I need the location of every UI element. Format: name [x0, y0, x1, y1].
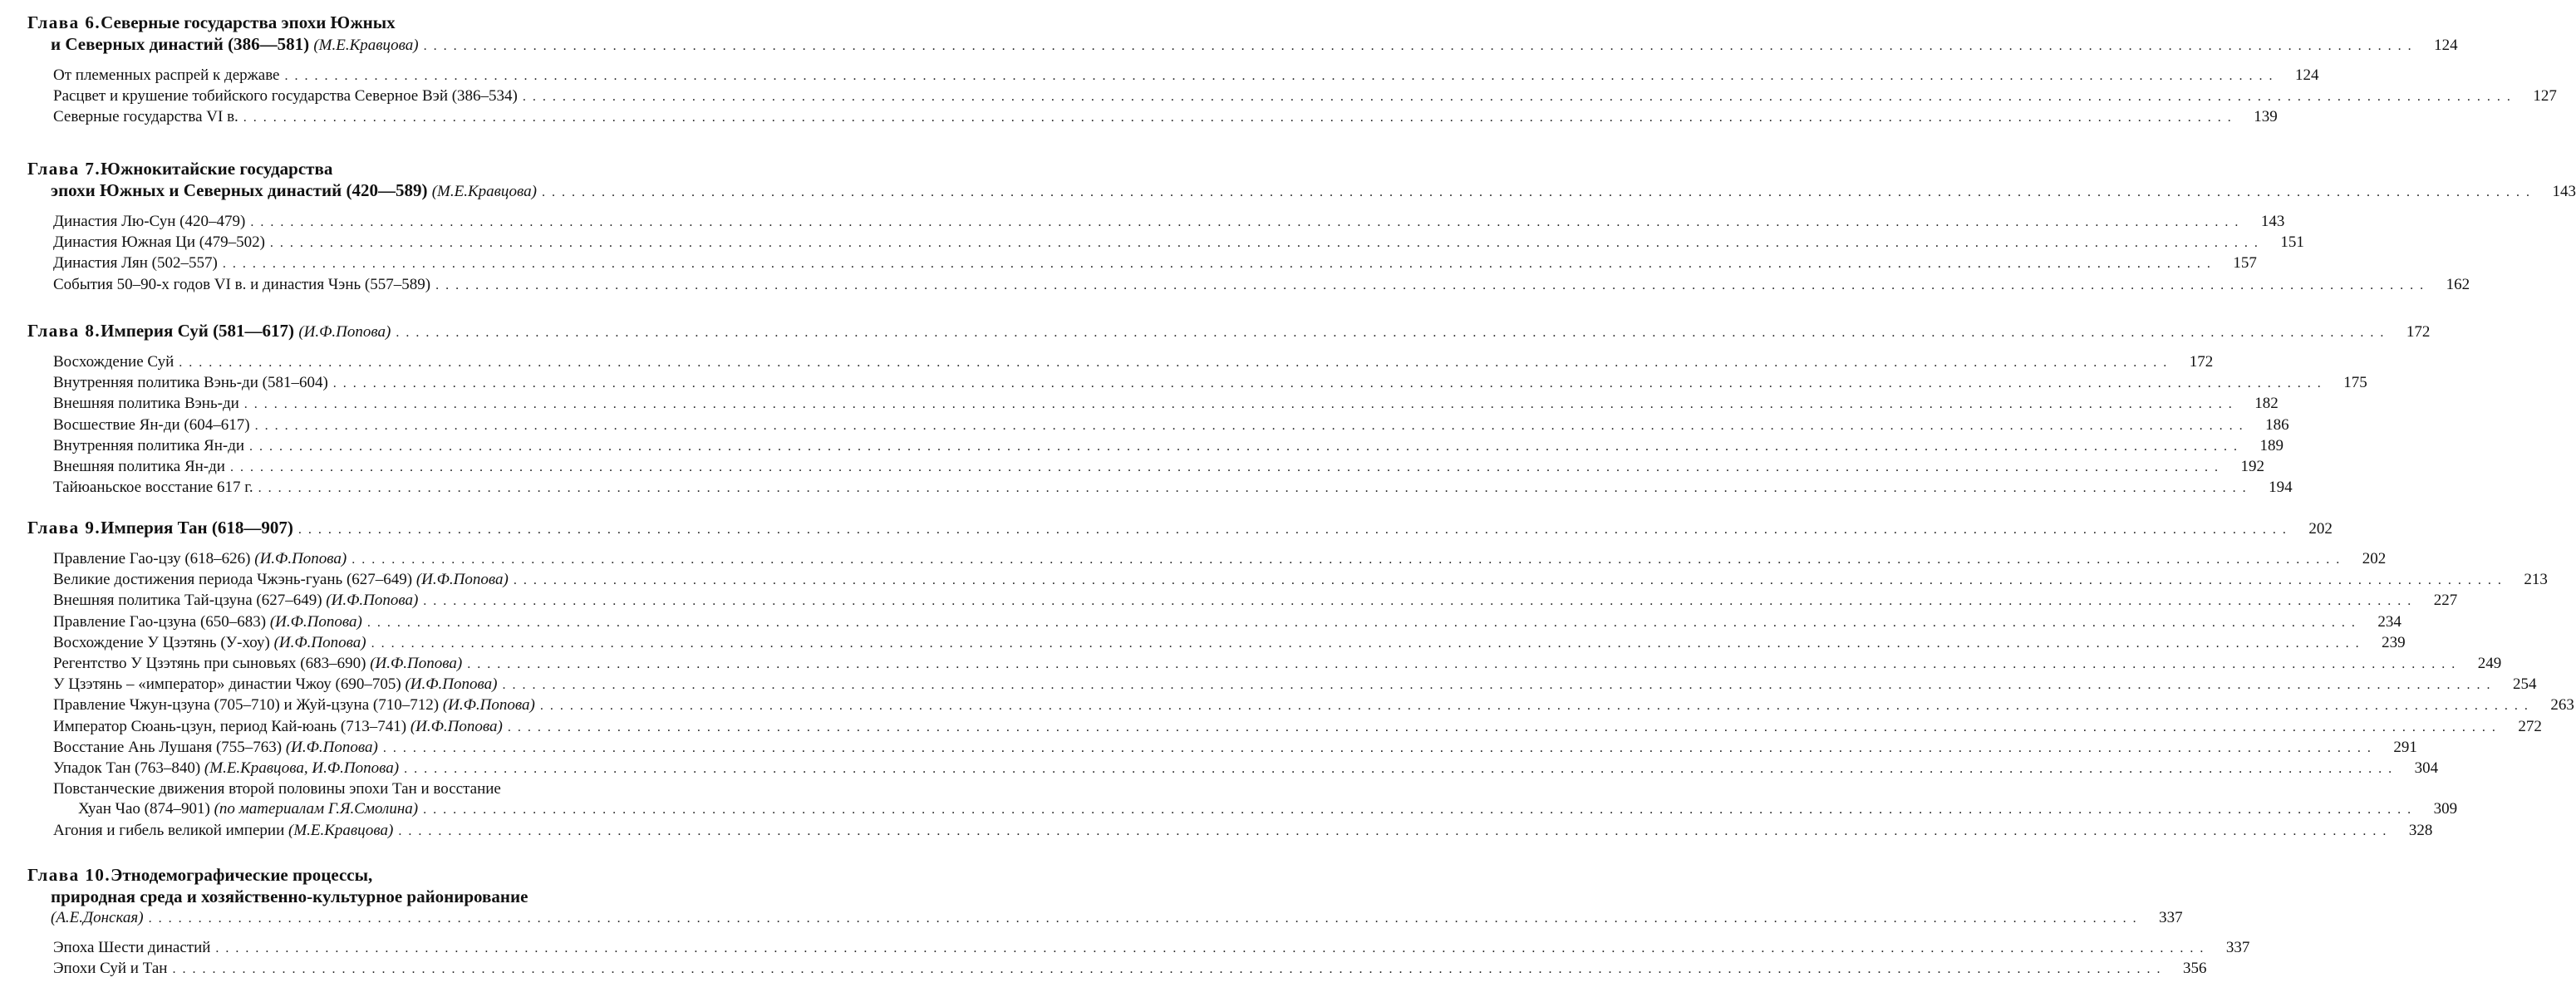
- toc-entry[interactable]: [53, 352, 2214, 373]
- chapter-title-line: [27, 320, 2431, 344]
- chapter-author-line: [27, 907, 2183, 930]
- toc-entry[interactable]: [53, 457, 2264, 478]
- entry-title: Северные государства VI в.: [53, 108, 238, 126]
- dot-leader: . . . . . . . . . . . . . . . . . . . . . . . . . . . . . . . . . . . . . . . . . . . . . . . . . . . . . . . . . . . . . . . . . . . . . . . . . . . . . . . . . . . . . . . . . . . . . . . . . . . . . . . . . . . . . . . . . . . . . . . . . . . . . . . . . . . . . . . . . . . . . . . . . . . . . . . . . . . . . . . . . . . . . . . . . . . . . . . . . . . . . . . . . . . . . . . . . . . . . . . .: [382, 740, 2372, 755]
- toc-entry[interactable]: [53, 591, 2458, 611]
- chapter-number: Глава 9.: [27, 518, 101, 538]
- entry-title: Восшествие Ян-ди (604–617): [53, 415, 250, 434]
- entry-title-continuation: Хуан Чао (874–901): [78, 800, 210, 818]
- section-list: [27, 212, 2470, 296]
- chapter-page-number: 172: [2406, 323, 2431, 341]
- entry-title: Восхождение У Цзэтянь (У-хоу): [53, 633, 270, 651]
- entry-author: (И.Ф.Попова): [326, 592, 419, 610]
- dot-leader: . . . . . . . . . . . . . . . . . . . . . . . . . . . . . . . . . . . . . . . . . . . . . . . . . . . . . . . . . . . . . . . . . . . . . . . . . . . . . . . . . . . . . . . . . . . . . . . . . . . . . . . . . . . . . . . . . . . . . . . . . . . . . . . . . . . . . . . . . . . . . . . . . . . . . . . . . . . . . . . . . . . . . . . . . . . . . . . . . . . . . . . . . . . . . . . . . . . . . . . .: [467, 657, 2457, 672]
- chapter-title-line: [27, 517, 2333, 541]
- dot-leader: . . . . . . . . . . . . . . . . . . . . . . . . . . . . . . . . . . . . . . . . . . . . . . . . . . . . . . . . . . . . . . . . . . . . . . . . . . . . . . . . . . . . . . . . . . . . . . . . . . . . . . . . . . . . . . . . . . . . . . . . . . . . . . . . . . . . . . . . . . . . . . . . . . . . . . . . . . . . . . . . . . . . . . . . . . . . . . . . . . . . . . . . . . . . . . . . . . . . . . . .: [371, 636, 2361, 651]
- entry-title: Упадок Тан (763–840): [53, 759, 201, 778]
- entry-page-number: 186: [2265, 415, 2289, 434]
- toc-entry[interactable]: [53, 959, 2207, 980]
- chapter-number: Глава 8.: [27, 321, 101, 341]
- entry-page-number: 172: [2189, 353, 2214, 371]
- toc-entry[interactable]: [53, 107, 2278, 128]
- entry-page-number: 151: [2280, 233, 2304, 252]
- toc-entry[interactable]: [53, 436, 2284, 457]
- dot-leader: . . . . . . . . . . . . . . . . . . . . . . . . . . . . . . . . . . . . . . . . . . . . . . . . . . . . . . . . . . . . . . . . . . . . . . . . . . . . . . . . . . . . . . . . . . . . . . . . . . . . . . . . . . . . . . . . . . . . . . . . . . . . . . . . . . . . . . . . . . . . . . . . . . . . . . . . . . . . . . . . . . . . . . . . . . . . . . . . . . . . . . . . . . . . . . . . . . . . . . . .: [522, 90, 2512, 105]
- entry-page-number: 127: [2533, 87, 2557, 106]
- toc-entry[interactable]: [53, 275, 2470, 296]
- entry-page-number: 213: [2524, 571, 2548, 589]
- entry-page-number: 291: [2393, 738, 2417, 756]
- dot-leader: . . . . . . . . . . . . . . . . . . . . . . . . . . . . . . . . . . . . . . . . . . . . . . . . . . . . . . . . . . . . . . . . . . . . . . . . . . . . . . . . . . . . . . . . . . . . . . . . . . . . . . . . . . . . . . . . . . . . . . . . . . . . . . . . . . . . . . . . . . . . . . . . . . . . . . . . . . . . . . . . . . . . . . . . . . . . . . . . . . . . . . . . . . . . . . . . . . . . . . . .: [366, 615, 2357, 630]
- entry-author: (И.Ф.Попова): [254, 550, 347, 567]
- entry-page-number: 194: [2269, 479, 2293, 497]
- dot-leader: . . . . . . . . . . . . . . . . . . . . . . . . . . . . . . . . . . . . . . . . . . . . . . . . . . . . . . . . . . . . . . . . . . . . . . . . . . . . . . . . . . . . . . . . . . . . . . . . . . . . . . . . . . . . . . . . . . . . . . . . . . . . . . . . . . . . . . . . . . . . . . . . . . . . . . . . . . . . . . . . . . . . . . . . . . . . . . . . . . . . . . . . . . . . . . . . . . . . . . . .: [222, 257, 2212, 272]
- entry-page-number: 263: [2550, 696, 2574, 715]
- dot-leader: . . . . . . . . . . . . . . . . . . . . . . . . . . . . . . . . . . . . . . . . . . . . . . . . . . . . . . . . . . . . . . . . . . . . . . . . . . . . . . . . . . . . . . . . . . . . . . . . . . . . . . . . . . . . . . . . . . . . . . . . . . . . . . . . . . . . . . . . . . . . . . . . . . . . . . . . . . . . . . . . . . . . . . . . . . . . . . . . . . . . . . . . . . . . . . . . . . . . . . . .: [284, 69, 2274, 83]
- entry-author: (И.Ф.Попова): [410, 717, 503, 735]
- entry-title: Правление Гао-цзу (618–626): [53, 550, 251, 567]
- dot-leader: . . . . . . . . . . . . . . . . . . . . . . . . . . . . . . . . . . . . . . . . . . . . . . . . . . . . . . . . . . . . . . . . . . . . . . . . . . . . . . . . . . . . . . . . . . . . . . . . . . . . . . . . . . . . . . . . . . . . . . . . . . . . . . . . . . . . . . . . . . . . . . . . . . . . . . . . . . . . . . . . . . . . . . . . . . . . . . . . . . . . . . . . . . . . . . . . . . . . . . . .: [229, 460, 2220, 475]
- toc-entry[interactable]: [53, 612, 2401, 633]
- entry-page-number: 175: [2343, 374, 2367, 392]
- entry-title: Восстание Ань Лушаня (755–763): [53, 738, 283, 756]
- entry-author: (И.Ф.Попова): [273, 633, 366, 651]
- dot-leader: . . . . . . . . . . . . . . . . . . . . . . . . . . . . . . . . . . . . . . . . . . . . . . . . . . . . . . . . . . . . . . . . . . . . . . . . . . . . . . . . . . . . . . . . . . . . . . . . . . . . . . . . . . . . . . . . . . . . . . . . . . . . . . . . . . . . . . . . . . . . . . . . . . . . . . . . . . . . . . . . . . . . . . . . . . . . . . . . . . . . . . . . . . . . . . . . . . . . . . . .: [258, 481, 2248, 496]
- entry-title: Династия Лян (502–557): [53, 254, 218, 273]
- toc-entry[interactable]: [53, 212, 2285, 233]
- chapter-author: (М.Е.Кравцова): [431, 183, 538, 200]
- chapter-title: и Северных династий (386—581): [51, 34, 310, 54]
- entry-page-number: 328: [2408, 821, 2433, 839]
- chapter-title-line: [27, 179, 2576, 204]
- dot-leader: . . . . . . . . . . . . . . . . . . . . . . . . . . . . . . . . . . . . . . . . . . . . . . . . . . . . . . . . . . . . . . . . . . . . . . . . . . . . . . . . . . . . . . . . . . . . . . . . . . . . . . . . . . . . . . . . . . . . . . . . . . . . . . . . . . . . . . . . . . . . . . . . . . . . . . . . . . . . . . . . . . . . . . . . . . . . . . . . . . . . . . . . . . . . . . . . . . . . . . . .: [172, 962, 2162, 977]
- dot-leader: . . . . . . . . . . . . . . . . . . . . . . . . . . . . . . . . . . . . . . . . . . . . . . . . . . . . . . . . . . . . . . . . . . . . . . . . . . . . . . . . . . . . . . . . . . . . . . . . . . . . . . . . . . . . . . . . . . . . . . . . . . . . . . . . . . . . . . . . . . . . . . . . . . . . . . . . . . . . . . . . . . . . . . . . . . . . . . . . . . . . . . . . . . . . . . . . . . . . . . . .: [507, 720, 2497, 734]
- toc-entry[interactable]: [53, 66, 2319, 86]
- entry-title: Внутренняя политика Вэнь-ди (581–604): [53, 374, 328, 392]
- chapter-heading[interactable]: [27, 517, 2333, 541]
- entry-page-number: 182: [2254, 395, 2279, 413]
- entry-title: Восхождение Суй: [53, 353, 175, 371]
- entry-title: Эпоха Шести династий: [53, 939, 211, 956]
- toc-entry[interactable]: [53, 478, 2293, 498]
- toc-entry[interactable]: [53, 938, 2250, 959]
- entry-title: Эпохи Суй и Тан: [53, 960, 168, 978]
- entry-page-number: 227: [2433, 592, 2458, 610]
- entry-page-number: 157: [2233, 254, 2257, 273]
- entry-title: Внешняя политика Ян-ди: [53, 458, 225, 476]
- section-list: [27, 938, 2250, 980]
- dot-leader: . . . . . . . . . . . . . . . . . . . . . . . . . . . . . . . . . . . . . . . . . . . . . . . . . . . . . . . . . . . . . . . . . . . . . . . . . . . . . . . . . . . . . . . . . . . . . . . . . . . . . . . . . . . . . . . . . . . . . . . . . . . . . . . . . . . . . . . . . . . . . . . . . . . . . . . . . . . . . . . . . . . . . . . . . . . . . . . . . . . . . . . . . . . . . . . . . . . . . . . .: [243, 397, 2234, 412]
- entry-title: Великие достижения периода Чжэнь-гуань (627–649): [53, 571, 413, 589]
- dot-leader: . . . . . . . . . . . . . . . . . . . . . . . . . . . . . . . . . . . . . . . . . . . . . . . . . . . . . . . . . . . . . . . . . . . . . . . . . . . . . . . . . . . . . . . . . . . . . . . . . . . . . . . . . . . . . . . . . . . . . . . . . . . . . . . . . . . . . . . . . . . . . . . . . . . . . . . . . . . . . . . . . . . . . . . . . . . . . . . . . . . . . . . . . . . . . . . . . . . . . . . .: [269, 236, 2259, 251]
- toc-entry[interactable]: [53, 86, 2557, 107]
- entry-page-number: 249: [2477, 655, 2502, 673]
- toc-entry[interactable]: [53, 570, 2548, 591]
- entry-title: Внешняя политика Вэнь-ди: [53, 395, 239, 413]
- entry-author: (И.Ф.Попова): [269, 612, 362, 631]
- chapter-author: (М.Е.Кравцова): [313, 37, 419, 54]
- entry-title: Внутренняя политика Ян-ди: [53, 436, 245, 454]
- dot-leader: . . . . . . . . . . . . . . . . . . . . . . . . . . . . . . . . . . . . . . . . . . . . . . . . . . . . . . . . . . . . . . . . . . . . . . . . . . . . . . . . . . . . . . . . . . . . . . . . . . . . . . . . . . . . . . . . . . . . . . . . . . . . . . . . . . . . . . . . . . . . . . . . . . . . . . . . . . . . . . . . . . . . . . . . . . . . . . . . . . . . . . . . . . . . . . . . . . . . . . . .: [398, 823, 2388, 838]
- toc-entry[interactable]: [53, 373, 2367, 394]
- entry-title: Расцвет и крушение тобийского государства Северное Вэй (386–534): [53, 87, 518, 106]
- entry-page-number: 272: [2518, 717, 2542, 735]
- entry-author: (М.Е.Кравцова, И.Ф.Попова): [204, 759, 400, 778]
- chapter-page-number: 124: [2434, 37, 2458, 54]
- toc-entry[interactable]: [53, 233, 2304, 253]
- chapter-title: Южнокитайские государства: [101, 159, 333, 179]
- entry-title: События 50–90-х годов VI в. и династия Чэнь (557–589): [53, 275, 431, 293]
- entry-page-number: 192: [2240, 458, 2264, 476]
- chapter-heading[interactable]: [27, 12, 2458, 57]
- chapter-title: эпохи Южных и Северных династий (420—589): [51, 180, 428, 200]
- dot-leader: . . . . . . . . . . . . . . . . . . . . . . . . . . . . . . . . . . . . . . . . . . . . . . . . . . . . . . . . . . . . . . . . . . . . . . . . . . . . . . . . . . . . . . . . . . . . . . . . . . . . . . . . . . . . . . . . . . . . . . . . . . . . . . . . . . . . . . . . . . . . . . . . . . . . . . . . . . . . . . . . . . . . . . . . . . . . . . . . . . . . . . . . . . . . . . . . . . . . . . . .: [148, 911, 2138, 926]
- chapter-section: [0, 517, 2574, 842]
- dot-leader: . . . . . . . . . . . . . . . . . . . . . . . . . . . . . . . . . . . . . . . . . . . . . . . . . . . . . . . . . . . . . . . . . . . . . . . . . . . . . . . . . . . . . . . . . . . . . . . . . . . . . . . . . . . . . . . . . . . . . . . . . . . . . . . . . . . . . . . . . . . . . . . . . . . . . . . . . . . . . . . . . . . . . . . . . . . . . . . . . . . . . . . . . . . . . . . . . . . . . . . .: [243, 111, 2233, 125]
- entry-page-number: 304: [2414, 759, 2439, 778]
- entry-page-number: 239: [2382, 633, 2406, 651]
- dot-leader: . . . . . . . . . . . . . . . . . . . . . . . . . . . . . . . . . . . . . . . . . . . . . . . . . . . . . . . . . . . . . . . . . . . . . . . . . . . . . . . . . . . . . . . . . . . . . . . . . . . . . . . . . . . . . . . . . . . . . . . . . . . . . . . . . . . . . . . . . . . . . . . . . . . . . . . . . . . . . . . . . . . . . . . . . . . . . . . . . . . . . . . . . . . . . . . . . . . . . . . .: [423, 803, 2413, 818]
- chapter-number: Глава 7.: [27, 159, 101, 179]
- dot-leader: . . . . . . . . . . . . . . . . . . . . . . . . . . . . . . . . . . . . . . . . . . . . . . . . . . . . . . . . . . . . . . . . . . . . . . . . . . . . . . . . . . . . . . . . . . . . . . . . . . . . . . . . . . . . . . . . . . . . . . . . . . . . . . . . . . . . . . . . . . . . . . . . . . . . . . . . . . . . . . . . . . . . . . . . . . . . . . . . . . . . . . . . . . . . . . . . . . . . . . . .: [254, 418, 2244, 433]
- dot-leader: . . . . . . . . . . . . . . . . . . . . . . . . . . . . . . . . . . . . . . . . . . . . . . . . . . . . . . . . . . . . . . . . . . . . . . . . . . . . . . . . . . . . . . . . . . . . . . . . . . . . . . . . . . . . . . . . . . . . . . . . . . . . . . . . . . . . . . . . . . . . . . . . . . . . . . . . . . . . . . . . . . . . . . . . . . . . . . . . . . . . . . . . . . . . . . . . . . . . . . . .: [297, 523, 2288, 537]
- toc-entry[interactable]: [53, 675, 2537, 695]
- dot-leader: . . . . . . . . . . . . . . . . . . . . . . . . . . . . . . . . . . . . . . . . . . . . . . . . . . . . . . . . . . . . . . . . . . . . . . . . . . . . . . . . . . . . . . . . . . . . . . . . . . . . . . . . . . . . . . . . . . . . . . . . . . . . . . . . . . . . . . . . . . . . . . . . . . . . . . . . . . . . . . . . . . . . . . . . . . . . . . . . . . . . . . . . . . . . . . . . . . . . . . . .: [542, 185, 2532, 199]
- toc-entry[interactable]: [53, 738, 2417, 759]
- chapter-number: Глава 6.: [27, 12, 101, 32]
- chapter-section: [0, 864, 2250, 980]
- chapter-author: (А.Е.Донская): [51, 909, 144, 926]
- section-list: [27, 549, 2574, 842]
- toc-entry[interactable]: [53, 633, 2406, 654]
- dot-leader: . . . . . . . . . . . . . . . . . . . . . . . . . . . . . . . . . . . . . . . . . . . . . . . . . . . . . . . . . . . . . . . . . . . . . . . . . . . . . . . . . . . . . . . . . . . . . . . . . . . . . . . . . . . . . . . . . . . . . . . . . . . . . . . . . . . . . . . . . . . . . . . . . . . . . . . . . . . . . . . . . . . . . . . . . . . . . . . . . . . . . . . . . . . . . . . . . . . . . . . .: [179, 356, 2169, 370]
- entry-page-number: 254: [2512, 675, 2537, 694]
- toc-entry[interactable]: [53, 415, 2289, 436]
- entry-title: Династия Лю-Сун (420–479): [53, 213, 246, 230]
- toc-entry[interactable]: [53, 253, 2257, 274]
- entry-title: Император Сюань-цзун, период Кай-юань (713–741): [53, 717, 407, 735]
- chapter-section: [0, 12, 2557, 129]
- chapter-number: Глава 10.: [27, 865, 111, 885]
- toc-entry[interactable]: [53, 821, 2433, 842]
- chapter-page-number: 202: [2308, 520, 2333, 538]
- entry-title: Тайюаньское восстание 617 г.: [53, 479, 253, 497]
- chapter-heading[interactable]: [27, 864, 2183, 930]
- entry-title: Регентство У Цзэтянь при сыновьях (683–690): [53, 655, 366, 673]
- entry-author: (И.Ф.Попова): [405, 675, 498, 694]
- entry-title: У Цзэтянь – «император» династии Чжоу (690–705): [53, 675, 401, 694]
- entry-author: (М.Е.Кравцова): [288, 821, 394, 839]
- chapter-title: Империя Суй (581—617): [101, 321, 295, 341]
- dot-leader: . . . . . . . . . . . . . . . . . . . . . . . . . . . . . . . . . . . . . . . . . . . . . . . . . . . . . . . . . . . . . . . . . . . . . . . . . . . . . . . . . . . . . . . . . . . . . . . . . . . . . . . . . . . . . . . . . . . . . . . . . . . . . . . . . . . . . . . . . . . . . . . . . . . . . . . . . . . . . . . . . . . . . . . . . . . . . . . . . . . . . . . . . . . . . . . . . . . . . . . .: [502, 678, 2492, 693]
- entry-page-number: 356: [2182, 960, 2207, 978]
- entry-title: Агония и гибель великой империи: [53, 821, 285, 839]
- chapter-title-line: [27, 864, 716, 886]
- dot-leader: . . . . . . . . . . . . . . . . . . . . . . . . . . . . . . . . . . . . . . . . . . . . . . . . . . . . . . . . . . . . . . . . . . . . . . . . . . . . . . . . . . . . . . . . . . . . . . . . . . . . . . . . . . . . . . . . . . . . . . . . . . . . . . . . . . . . . . . . . . . . . . . . . . . . . . . . . . . . . . . . . . . . . . . . . . . . . . . . . . . . . . . . . . . . . . . . . . . . . . . .: [435, 277, 2426, 292]
- chapter-page-number: 337: [2159, 909, 2183, 926]
- chapter-title-line: [27, 886, 716, 907]
- dot-leader: . . . . . . . . . . . . . . . . . . . . . . . . . . . . . . . . . . . . . . . . . . . . . . . . . . . . . . . . . . . . . . . . . . . . . . . . . . . . . . . . . . . . . . . . . . . . . . . . . . . . . . . . . . . . . . . . . . . . . . . . . . . . . . . . . . . . . . . . . . . . . . . . . . . . . . . . . . . . . . . . . . . . . . . . . . . . . . . . . . . . . . . . . . . . . . . . . . . . . . . .: [539, 699, 2529, 714]
- entry-author: (И.Ф.Попова): [442, 696, 535, 715]
- dot-leader: . . . . . . . . . . . . . . . . . . . . . . . . . . . . . . . . . . . . . . . . . . . . . . . . . . . . . . . . . . . . . . . . . . . . . . . . . . . . . . . . . . . . . . . . . . . . . . . . . . . . . . . . . . . . . . . . . . . . . . . . . . . . . . . . . . . . . . . . . . . . . . . . . . . . . . . . . . . . . . . . . . . . . . . . . . . . . . . . . . . . . . . . . . . . . . . . . . . . . . . .: [215, 941, 2205, 955]
- entry-title: От племенных распрей к державе: [53, 66, 280, 84]
- chapter-title: Северные государства эпохи Южных: [101, 12, 396, 32]
- entry-page-number: 337: [2225, 939, 2250, 956]
- dot-leader: . . . . . . . . . . . . . . . . . . . . . . . . . . . . . . . . . . . . . . . . . . . . . . . . . . . . . . . . . . . . . . . . . . . . . . . . . . . . . . . . . . . . . . . . . . . . . . . . . . . . . . . . . . . . . . . . . . . . . . . . . . . . . . . . . . . . . . . . . . . . . . . . . . . . . . . . . . . . . . . . . . . . . . . . . . . . . . . . . . . . . . . . . . . . . . . . . . . . . . . .: [423, 594, 2413, 609]
- toc-entry[interactable]: [53, 654, 2502, 675]
- dot-leader: . . . . . . . . . . . . . . . . . . . . . . . . . . . . . . . . . . . . . . . . . . . . . . . . . . . . . . . . . . . . . . . . . . . . . . . . . . . . . . . . . . . . . . . . . . . . . . . . . . . . . . . . . . . . . . . . . . . . . . . . . . . . . . . . . . . . . . . . . . . . . . . . . . . . . . . . . . . . . . . . . . . . . . . . . . . . . . . . . . . . . . . . . . . . . . . . . . . . . . . .: [250, 215, 2240, 229]
- toc-entry[interactable]: [53, 759, 2439, 779]
- entry-title: Правление Гао-цзуна (650–683): [53, 612, 267, 631]
- entry-page-number: 124: [2295, 66, 2319, 84]
- chapter-title: природная среда и хозяйственно-культурное районирование: [51, 886, 528, 906]
- entry-title: Династия Южная Ци (479–502): [53, 233, 265, 252]
- entry-page-number: 162: [2446, 275, 2470, 293]
- entry-author: (И.Ф.Попова): [285, 738, 378, 756]
- chapter-title: Империя Тан (618—907): [101, 518, 293, 538]
- entry-author: (И.Ф.Попова): [415, 571, 509, 589]
- entry-page-number: 202: [2362, 550, 2387, 567]
- dot-leader: . . . . . . . . . . . . . . . . . . . . . . . . . . . . . . . . . . . . . . . . . . . . . . . . . . . . . . . . . . . . . . . . . . . . . . . . . . . . . . . . . . . . . . . . . . . . . . . . . . . . . . . . . . . . . . . . . . . . . . . . . . . . . . . . . . . . . . . . . . . . . . . . . . . . . . . . . . . . . . . . . . . . . . . . . . . . . . . . . . . . . . . . . . . . . . . . . . . . . . . .: [423, 39, 2413, 53]
- entry-title: Повстанческие движения второй половины эпохи Тан и восстание: [53, 780, 501, 798]
- entry-page-number: 143: [2260, 213, 2285, 230]
- toc-entry[interactable]: [53, 695, 2574, 716]
- entry-title: Внешняя политика Тай-цзуна (627–649): [53, 592, 322, 610]
- chapter-heading[interactable]: [27, 158, 2576, 204]
- section-list: [27, 66, 2557, 129]
- chapter-title-line: [27, 12, 716, 33]
- entry-author: (по материалам Г.Я.Смолина): [214, 800, 419, 818]
- entry-page-number: 189: [2259, 436, 2284, 454]
- chapter-page-number: 143: [2552, 183, 2576, 200]
- toc-entry[interactable]: [53, 717, 2542, 738]
- entry-title: Правление Чжун-цзуна (705–710) и Жуй-цзуна (710–712): [53, 696, 440, 715]
- chapter-title: Этнодемографические процессы,: [111, 865, 373, 885]
- chapter-title-line: [27, 158, 716, 179]
- toc-entry[interactable]: [53, 549, 2387, 570]
- dot-leader: . . . . . . . . . . . . . . . . . . . . . . . . . . . . . . . . . . . . . . . . . . . . . . . . . . . . . . . . . . . . . . . . . . . . . . . . . . . . . . . . . . . . . . . . . . . . . . . . . . . . . . . . . . . . . . . . . . . . . . . . . . . . . . . . . . . . . . . . . . . . . . . . . . . . . . . . . . . . . . . . . . . . . . . . . . . . . . . . . . . . . . . . . . . . . . . . . . . . . . . .: [513, 573, 2503, 588]
- toc-entry[interactable]: [53, 779, 716, 799]
- entry-page-number: 139: [2254, 108, 2278, 126]
- chapter-author: (И.Ф.Попова): [298, 323, 391, 341]
- dot-leader: . . . . . . . . . . . . . . . . . . . . . . . . . . . . . . . . . . . . . . . . . . . . . . . . . . . . . . . . . . . . . . . . . . . . . . . . . . . . . . . . . . . . . . . . . . . . . . . . . . . . . . . . . . . . . . . . . . . . . . . . . . . . . . . . . . . . . . . . . . . . . . . . . . . . . . . . . . . . . . . . . . . . . . . . . . . . . . . . . . . . . . . . . . . . . . . . . . . . . . . .: [396, 326, 2386, 340]
- entry-page-number: 234: [2377, 612, 2401, 631]
- toc-entry-continuation[interactable]: [53, 799, 2458, 820]
- section-list: [27, 352, 2367, 498]
- dot-leader: . . . . . . . . . . . . . . . . . . . . . . . . . . . . . . . . . . . . . . . . . . . . . . . . . . . . . . . . . . . . . . . . . . . . . . . . . . . . . . . . . . . . . . . . . . . . . . . . . . . . . . . . . . . . . . . . . . . . . . . . . . . . . . . . . . . . . . . . . . . . . . . . . . . . . . . . . . . . . . . . . . . . . . . . . . . . . . . . . . . . . . . . . . . . . . . . . . . . . . . .: [351, 553, 2342, 567]
- chapter-section: [0, 158, 2576, 296]
- dot-leader: . . . . . . . . . . . . . . . . . . . . . . . . . . . . . . . . . . . . . . . . . . . . . . . . . . . . . . . . . . . . . . . . . . . . . . . . . . . . . . . . . . . . . . . . . . . . . . . . . . . . . . . . . . . . . . . . . . . . . . . . . . . . . . . . . . . . . . . . . . . . . . . . . . . . . . . . . . . . . . . . . . . . . . . . . . . . . . . . . . . . . . . . . . . . . . . . . . . . . . . .: [249, 439, 2239, 454]
- chapter-section: [0, 320, 2431, 498]
- toc-entry[interactable]: [53, 394, 2279, 415]
- chapter-title-line: [27, 33, 2458, 57]
- chapter-heading[interactable]: [27, 320, 2431, 344]
- entry-page-number: 309: [2433, 800, 2458, 818]
- dot-leader: . . . . . . . . . . . . . . . . . . . . . . . . . . . . . . . . . . . . . . . . . . . . . . . . . . . . . . . . . . . . . . . . . . . . . . . . . . . . . . . . . . . . . . . . . . . . . . . . . . . . . . . . . . . . . . . . . . . . . . . . . . . . . . . . . . . . . . . . . . . . . . . . . . . . . . . . . . . . . . . . . . . . . . . . . . . . . . . . . . . . . . . . . . . . . . . . . . . . . . . .: [332, 376, 2323, 391]
- dot-leader: . . . . . . . . . . . . . . . . . . . . . . . . . . . . . . . . . . . . . . . . . . . . . . . . . . . . . . . . . . . . . . . . . . . . . . . . . . . . . . . . . . . . . . . . . . . . . . . . . . . . . . . . . . . . . . . . . . . . . . . . . . . . . . . . . . . . . . . . . . . . . . . . . . . . . . . . . . . . . . . . . . . . . . . . . . . . . . . . . . . . . . . . . . . . . . . . . . . . . . . .: [404, 762, 2394, 777]
- entry-author: (И.Ф.Попова): [370, 655, 463, 673]
